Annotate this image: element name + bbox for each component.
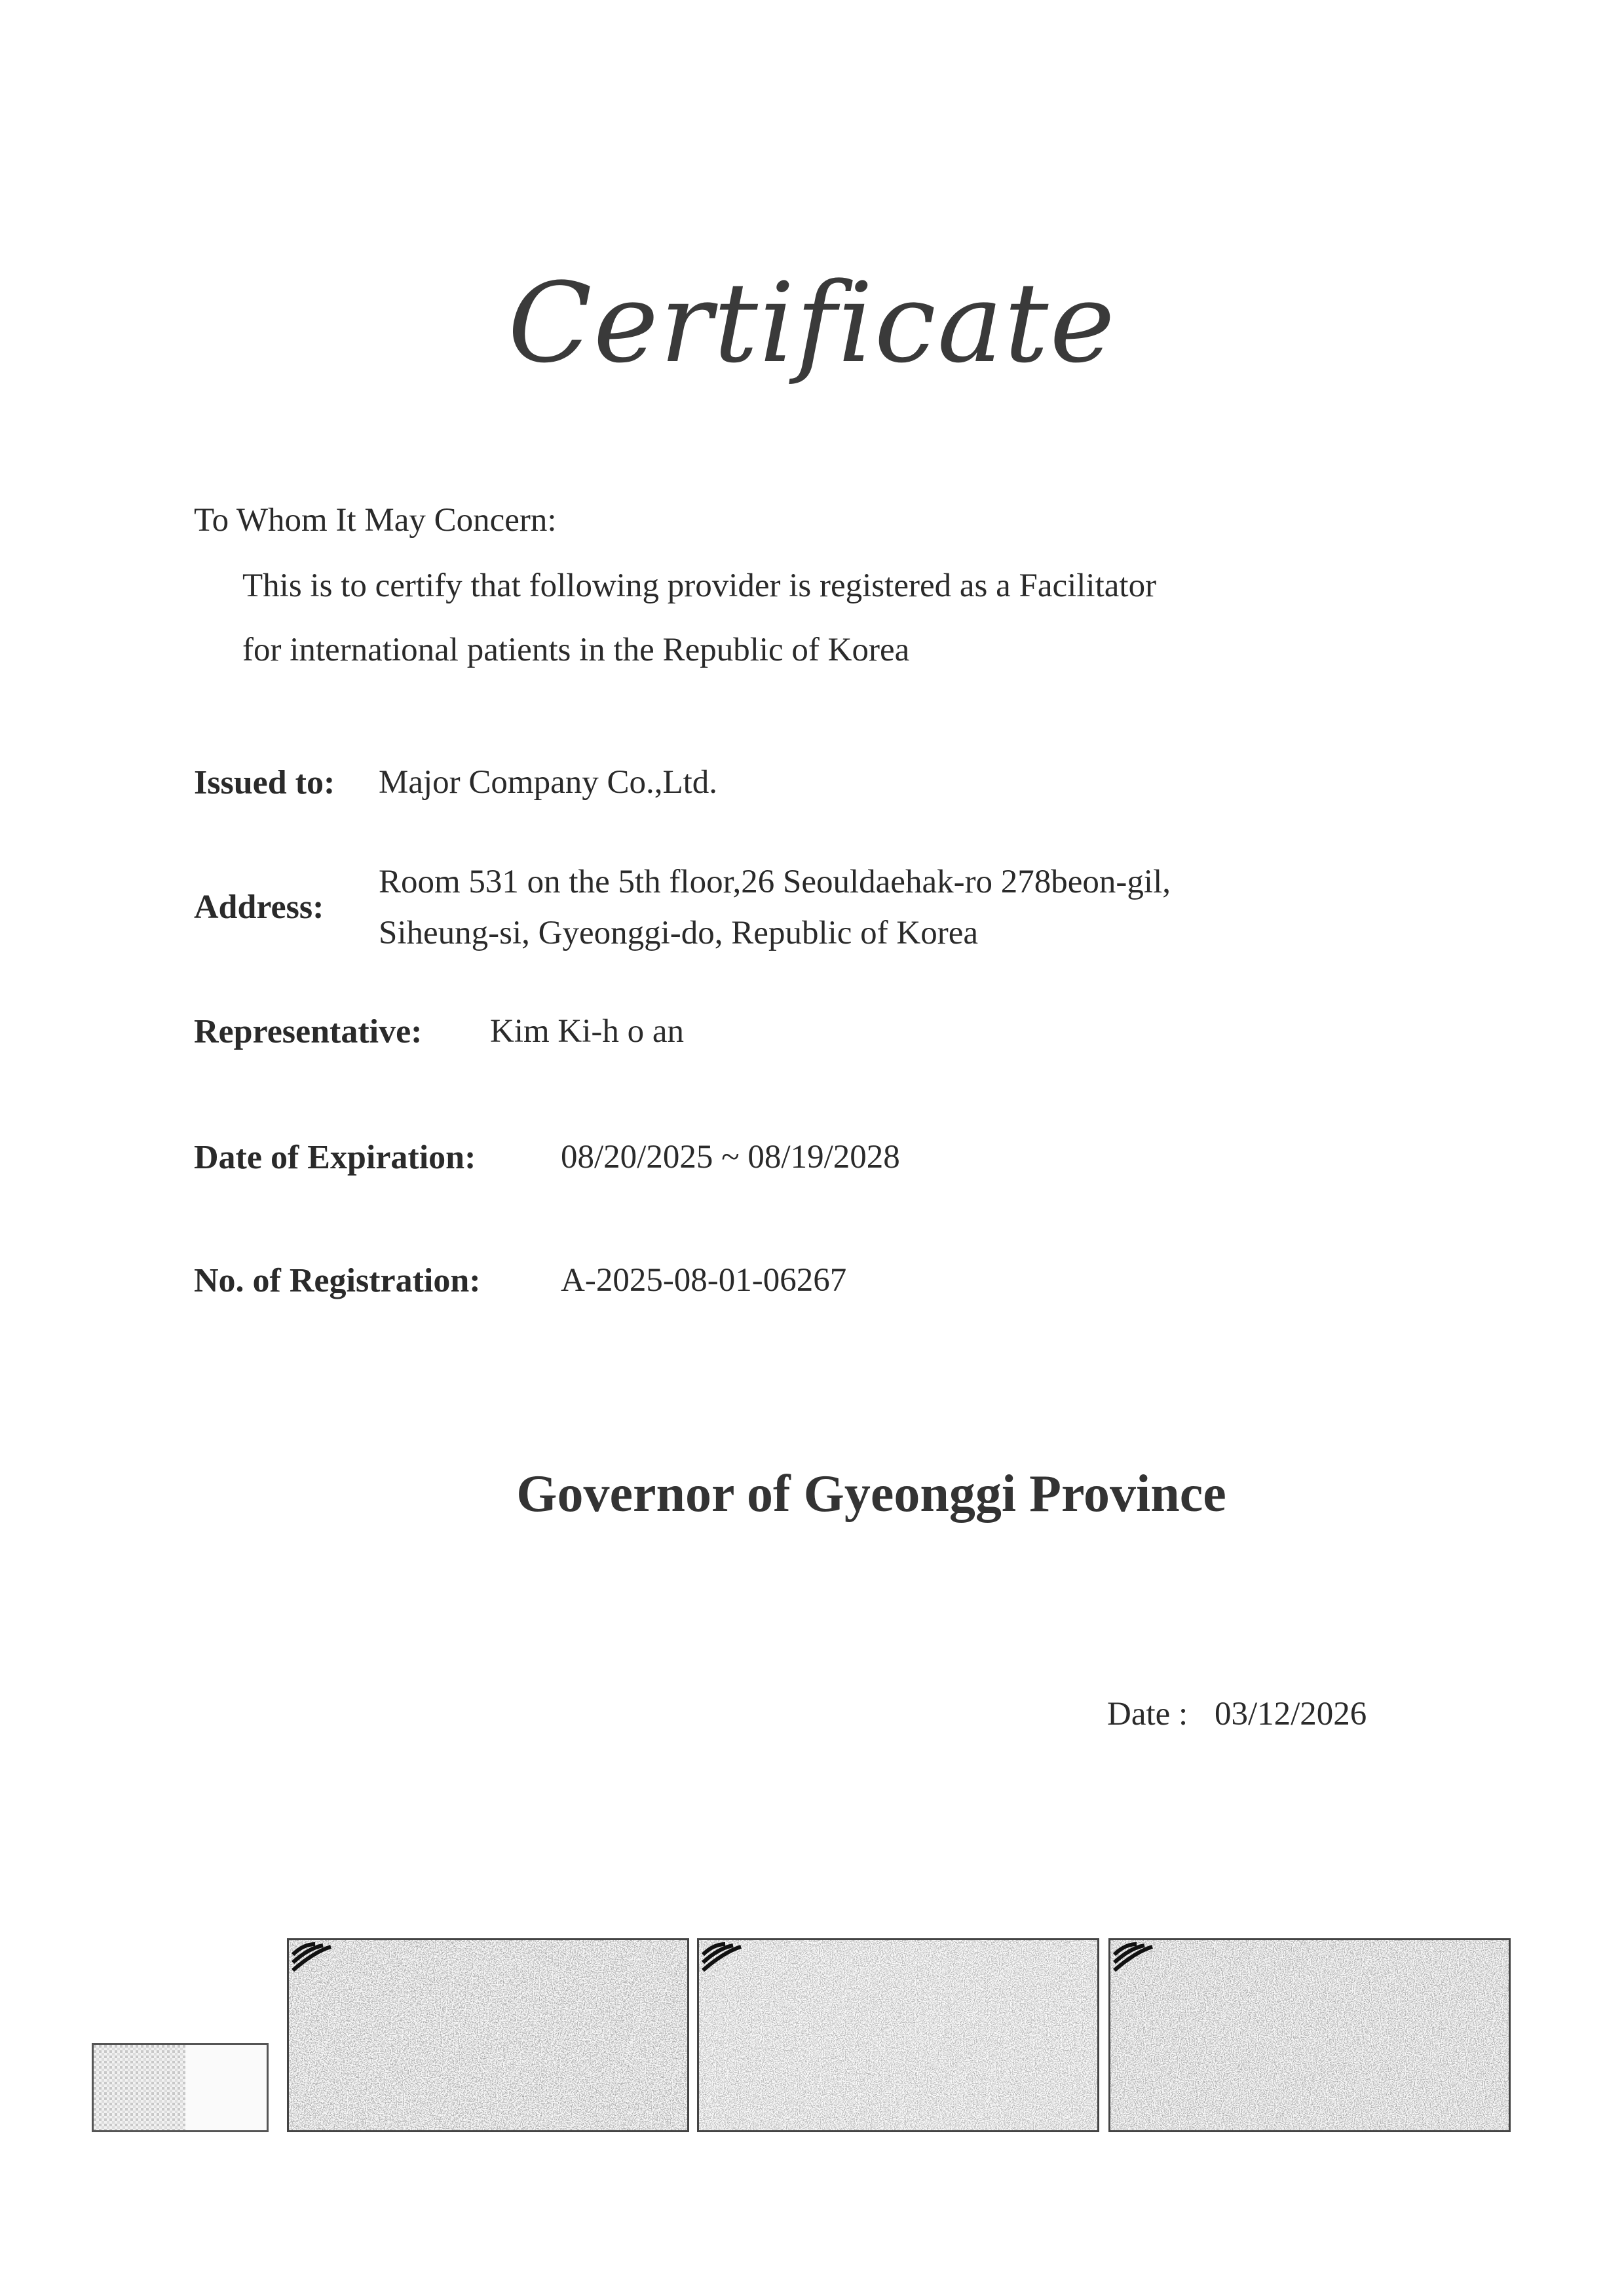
issued-to-value: Major Company Co.,Ltd. bbox=[379, 764, 718, 801]
representative-label: Representative: bbox=[194, 1013, 423, 1050]
representative-value: Kim Ki-h o an bbox=[490, 1013, 685, 1050]
verification-code-3 bbox=[1108, 1938, 1511, 2132]
expiration-row bbox=[194, 1138, 900, 1177]
registration-value: A-2025-08-01-06267 bbox=[561, 1262, 847, 1299]
issue-date-label: Date : bbox=[1107, 1696, 1188, 1732]
issuer-name: Governor of Gyeonggi Province bbox=[516, 1465, 1226, 1523]
address-line-2: Siheung-si, Gyeonggi-do, Republic of Korea bbox=[379, 915, 978, 951]
verification-code-2 bbox=[697, 1938, 1099, 2132]
expiration-label: Date of Expiration: bbox=[194, 1139, 476, 1176]
address-line-1: Room 531 on the 5th floor,26 Seouldaehak-ro 278beon-gil, bbox=[379, 864, 1171, 900]
verification-code-1 bbox=[287, 1938, 689, 2132]
stamp-mark-small bbox=[92, 2043, 269, 2132]
salutation: To Whom It May Concern: bbox=[194, 502, 557, 539]
certificate-title: Certificate bbox=[508, 259, 1116, 387]
registration-row bbox=[194, 1261, 847, 1300]
stamp-pattern-small bbox=[94, 2045, 267, 2130]
address-label: Address: bbox=[194, 889, 324, 926]
issued-to-row bbox=[194, 763, 718, 802]
certification-statement-line-2: for international patients in the Republic of Korea bbox=[242, 632, 910, 668]
registration-label: No. of Registration: bbox=[194, 1262, 481, 1299]
representative-row bbox=[194, 1012, 685, 1051]
issued-to-label: Issued to: bbox=[194, 764, 335, 801]
address-row bbox=[194, 888, 324, 927]
certification-statement-line-1: This is to certify that following provider is registered as a Facilitator bbox=[242, 567, 1157, 604]
expiration-value: 08/20/2025 ~ 08/19/2028 bbox=[561, 1139, 900, 1176]
issue-date-row bbox=[1107, 1695, 1367, 1733]
issue-date-value: 03/12/2026 bbox=[1214, 1696, 1367, 1732]
